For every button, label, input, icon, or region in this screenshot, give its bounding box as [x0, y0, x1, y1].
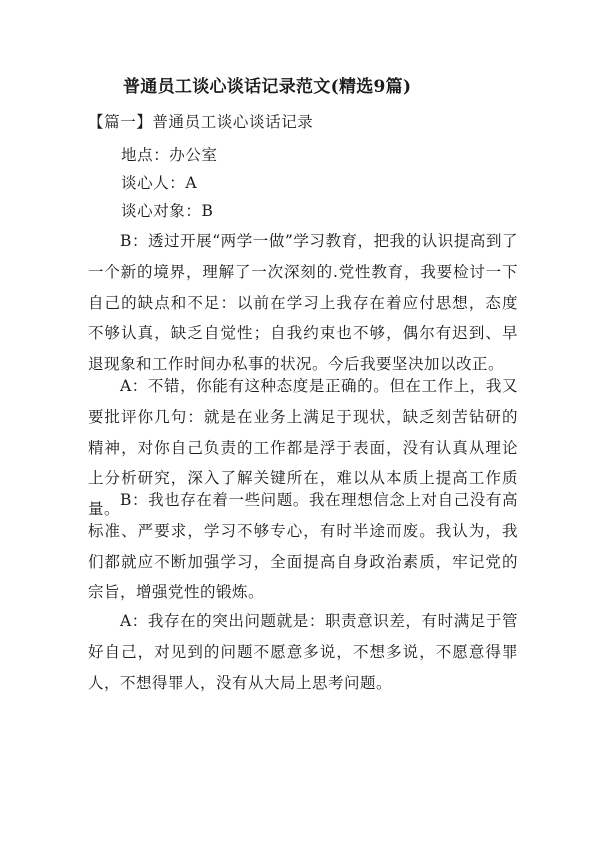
section-heading: 【篇一】普通员工谈心谈话记录: [88, 113, 314, 131]
paragraph-a-1: A：不错，你能有这种态度是正确的。但在工作上，我又要批评你几句：就是在业务上满足于现状，缺乏刻苦钻研的精神，对你自己负责的工作都是浮于表面，没有认真从理论上分析研究，深入了解关键所在，难以从本质上提高工作质量。: [88, 377, 518, 519]
document-title: 普通员工谈心谈话记录范文(精选9篇): [123, 77, 412, 97]
paragraph-a-2: A：我存在的突出问题就是：职责意识差，有时满足于管好自己，对见到的问题不愿意多说，不想多说，不愿意得罪人，不想得罪人，没有从大局上思考问题。: [88, 612, 518, 692]
target-line: 谈心对象：B: [121, 202, 214, 220]
paragraph-b-2: B：我也存在着一些问题。我在理想信念上对自己没有高标准、严要求，学习不够专心，有时半途而废。我认为，我们都就应不断加强学习，全面提高自身政治素质，牢记党的宗旨，增强党性的锻炼。: [88, 491, 518, 602]
meeting-place: 地点：办公室: [121, 146, 218, 164]
talker-line: 谈心人：A: [121, 174, 198, 192]
paragraph-b-1: B：透过开展“两学一做”学习教育，把我的认识提高到了一个新的境界，理解了一次深刻的.党性教育，我要检讨一下自己的缺点和不足：以前在学习上我存在着应付思想，态度不够认真，缺乏自觉性；自我约束也不够，偶尔有迟到、早退现象和工作时间办私事的状况。今后我要坚决加以改正。: [88, 232, 518, 374]
